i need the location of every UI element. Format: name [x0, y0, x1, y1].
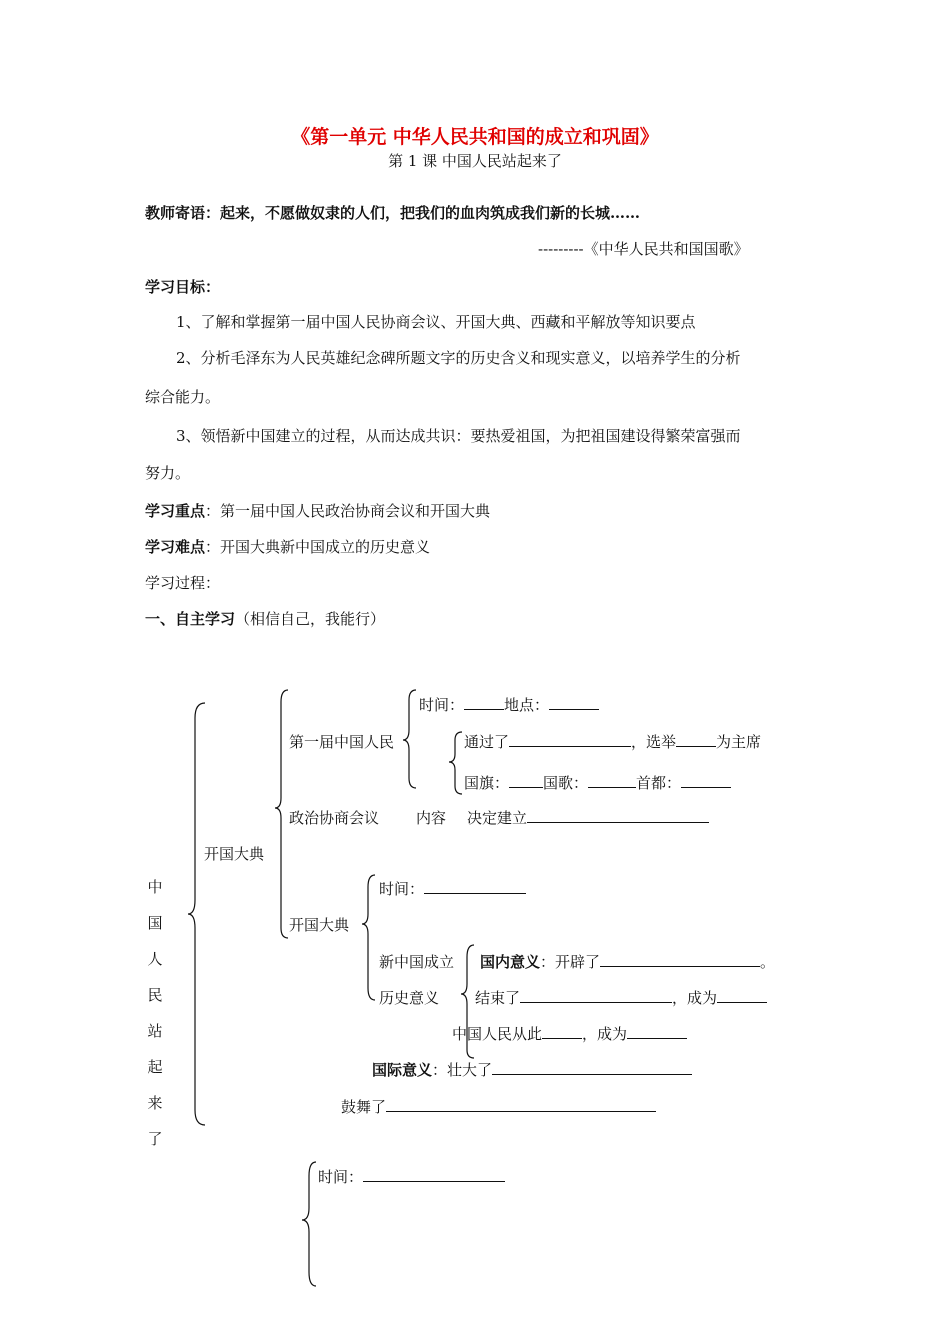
- place-label: 地点：: [504, 696, 550, 714]
- focus-label: 学习重点: [145, 502, 206, 520]
- guoqi-label: 国旗：: [464, 774, 510, 792]
- place-blank[interactable]: [549, 695, 599, 710]
- chairman-blank[interactable]: [676, 732, 716, 747]
- tongguo-line: [464, 731, 761, 752]
- cppcc-label-line1: 第一届中国人民: [289, 733, 395, 751]
- zhuangda-blank[interactable]: [492, 1060, 692, 1075]
- zhuxi-label: 为主席: [716, 733, 762, 751]
- ceremony-time-label: 时间：: [379, 880, 425, 898]
- difficulty-text: ：开国大典新中国成立的历史意义: [205, 538, 431, 556]
- tongguo-brace: [449, 732, 462, 794]
- focus-text: ：第一届中国人民政治协商会议和开国大典: [205, 502, 491, 520]
- ceremony-label: 开国大典: [289, 916, 350, 934]
- study-process: 学习过程：: [145, 574, 221, 592]
- domestic-label: 国内意义: [480, 953, 541, 971]
- kaiguo-group-label: 开国大典: [204, 845, 265, 863]
- lesson-title: 第 1 课 中国人民站起来了: [388, 152, 562, 170]
- zhuangda-label: ：壮大了: [432, 1061, 493, 1079]
- vertical-title: [145, 875, 165, 1163]
- chengwei-blank[interactable]: [717, 988, 767, 1003]
- domestic-line: [480, 951, 775, 972]
- time-label: 时间：: [419, 696, 465, 714]
- guoge-label: 国歌：: [543, 774, 589, 792]
- difficulty-label: 学习难点: [145, 538, 206, 556]
- section-1-label: 一、自主学习: [145, 610, 236, 628]
- section-1-note: （相信自己，我能行）: [235, 610, 386, 628]
- kaipi-blank[interactable]: [600, 952, 760, 967]
- jieshu-blank[interactable]: [520, 988, 672, 1003]
- bottom-time-line: [318, 1166, 505, 1187]
- objective-2-line2: 综合能力。: [145, 388, 221, 406]
- shoudu-label: 首都：: [636, 774, 682, 792]
- ceremony-time-line: [379, 878, 526, 899]
- jueding-label: 决定建立: [467, 809, 528, 827]
- shoudu-blank[interactable]: [681, 773, 731, 788]
- objective-2-line1: 2、分析毛泽东为人民英雄纪念碑所题文字的历史含义和现实意义，以培养学生的分析: [176, 349, 741, 367]
- motto-label: 教师寄语：: [145, 204, 221, 222]
- renmin-line: [452, 1023, 687, 1044]
- vertical-char: 民: [147, 986, 163, 1004]
- vertical-char: 人: [147, 950, 163, 968]
- chengwei-label: ，成为: [672, 989, 718, 1007]
- kaiguo-brace: [275, 690, 288, 938]
- motto-source: ---------《中华人民共和国国歌》: [538, 240, 749, 258]
- page-title: 《第一单元 中华人民共和国的成立和巩固》: [291, 126, 659, 148]
- tongguo-blank[interactable]: [509, 732, 631, 747]
- guwu-line: [341, 1096, 656, 1117]
- bottom-time-blank[interactable]: [363, 1167, 505, 1182]
- vertical-char: 来: [147, 1094, 163, 1112]
- chengwei2-blank[interactable]: [627, 1024, 687, 1039]
- new-china-label-line2: 历史意义: [379, 989, 440, 1007]
- renmin-blank[interactable]: [542, 1024, 582, 1039]
- objectives-heading: 学习目标：: [145, 278, 221, 296]
- ceremony-brace: [362, 875, 375, 1000]
- xuanju-label: ，选举: [631, 733, 677, 751]
- objective-1: 1、了解和掌握第一届中国人民协商会议、开国大典、西藏和平解放等知识要点: [176, 313, 696, 331]
- ceremony-time-blank[interactable]: [424, 879, 526, 894]
- international-line: [372, 1059, 692, 1080]
- bottom-time-label: 时间：: [318, 1168, 364, 1186]
- tongguo-label: 通过了: [464, 733, 510, 751]
- vertical-char: 起: [147, 1058, 163, 1076]
- vertical-char: 中: [147, 878, 163, 896]
- cppcc-brace: [403, 690, 416, 788]
- motto-text: 起来，不愿做奴隶的人们，把我们的血肉筑成我们新的长城……: [220, 204, 641, 222]
- flag-anthem-capital-line: [464, 772, 731, 793]
- guwu-label: 鼓舞了: [341, 1098, 387, 1116]
- outer-brace: [188, 703, 205, 1125]
- jueding-line: [467, 807, 709, 828]
- renmin-label: 中国人民从此: [452, 1025, 543, 1043]
- objective-3-line2: 努力。: [145, 464, 191, 482]
- objective-3-line1: 3、领悟新中国建立的过程，从而达成共识：要热爱祖国，为把祖国建设得繁荣富强而: [176, 427, 741, 445]
- chengwei2-label: ，成为: [582, 1025, 628, 1043]
- new-china-label-line1: 新中国成立: [379, 953, 455, 971]
- bottom-brace: [302, 1162, 316, 1286]
- guoqi-blank[interactable]: [509, 773, 543, 788]
- kaipi-label: ：开辟了: [540, 953, 601, 971]
- neirong-label: 内容: [416, 809, 447, 827]
- period-mark: 。: [760, 953, 776, 971]
- guoge-blank[interactable]: [588, 773, 636, 788]
- jueding-blank[interactable]: [527, 808, 709, 823]
- jieshu-line: [475, 987, 767, 1008]
- cppcc-label-line2: 政治协商会议: [289, 809, 380, 827]
- vertical-char: 国: [147, 914, 163, 932]
- vertical-char: 了: [147, 1130, 163, 1148]
- time-blank[interactable]: [464, 695, 504, 710]
- guwu-blank[interactable]: [386, 1097, 656, 1112]
- cppcc-time-place: [419, 694, 599, 715]
- vertical-char: 站: [147, 1022, 163, 1040]
- jieshu-label: 结束了: [475, 989, 521, 1007]
- intl-label: 国际意义: [372, 1061, 433, 1079]
